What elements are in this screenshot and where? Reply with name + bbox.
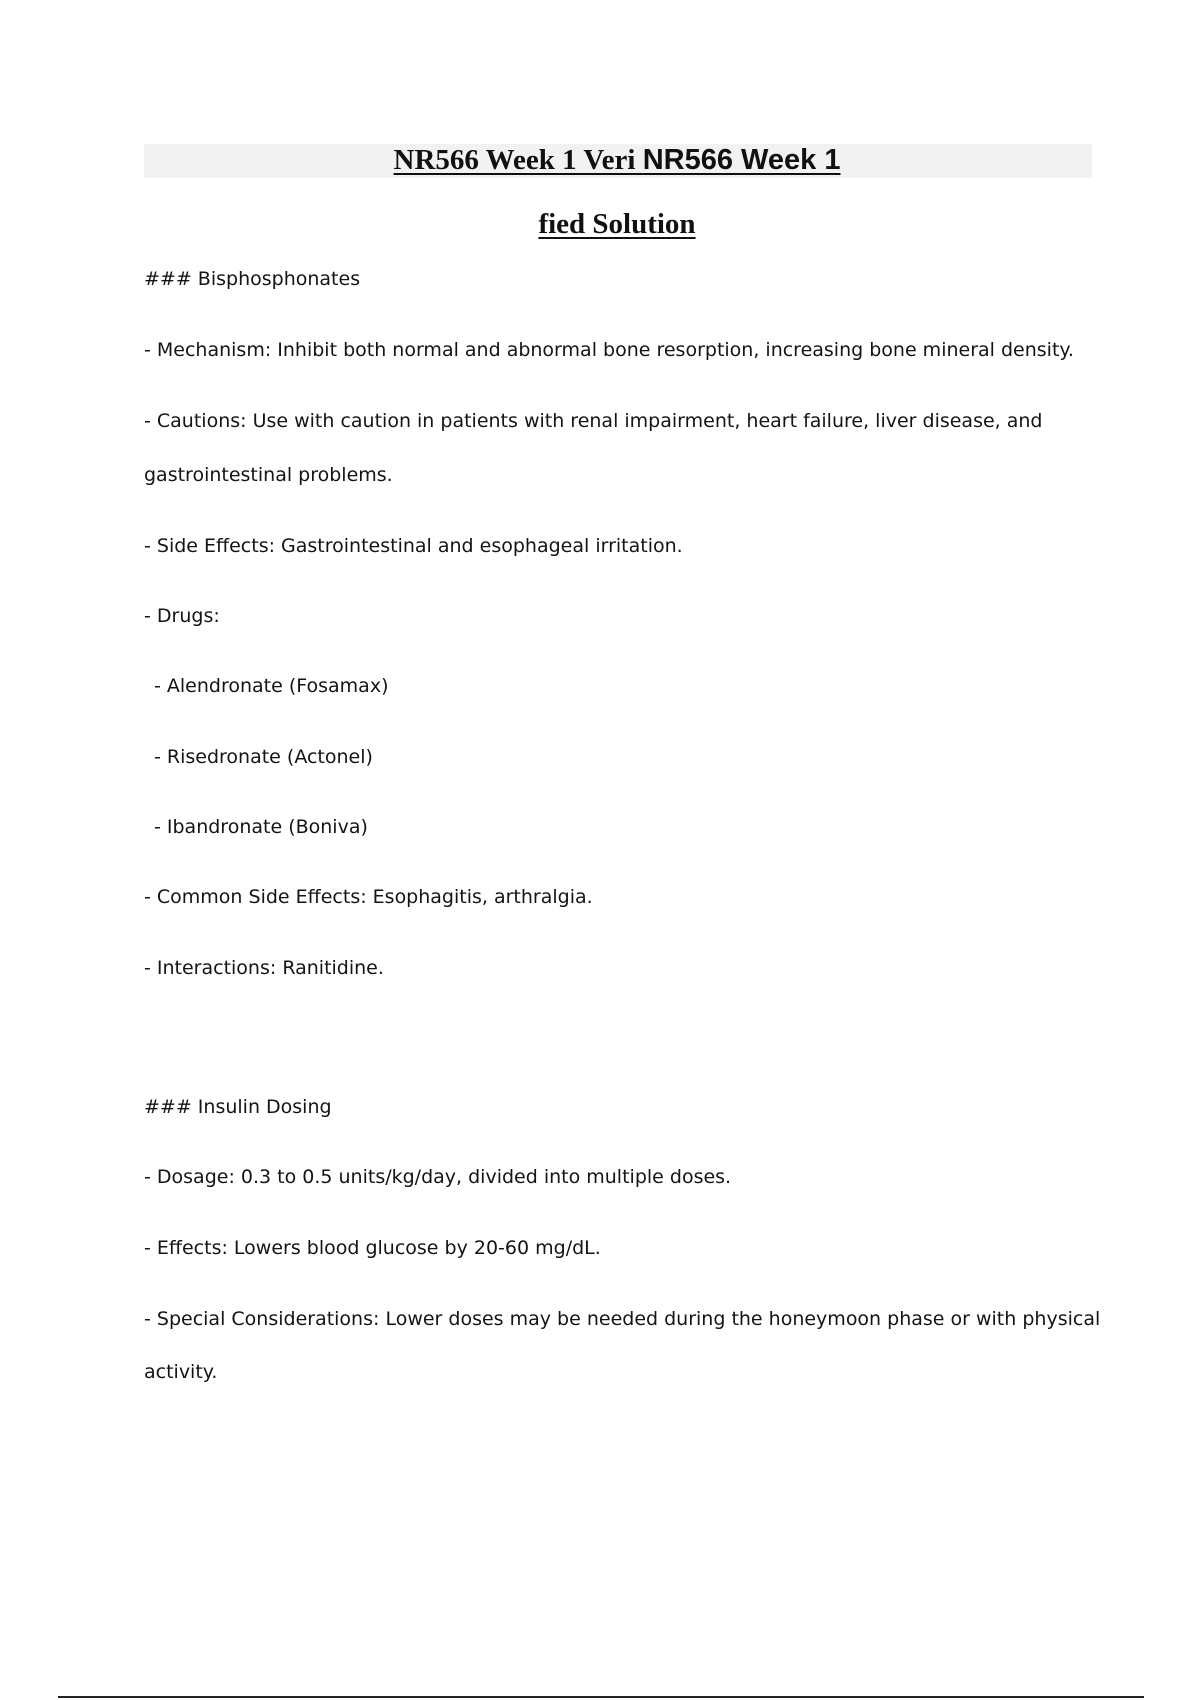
title-part-1: NR566 Week 1 Veri xyxy=(393,144,636,176)
list-item-drug: - Ibandronate (Boniva) xyxy=(154,816,368,838)
text-line-side-effects: - Side Effects: Gastrointestinal and esophageal irritation. xyxy=(144,535,683,557)
footer-divider xyxy=(58,1696,1144,1698)
title-part-2: NR566 Week 1 xyxy=(642,144,841,176)
text-line-dosage: - Dosage: 0.3 to 0.5 units/kg/day, divided into multiple doses. xyxy=(144,1166,732,1188)
text-line-common-side-effects: - Common Side Effects: Esophagitis, arthralgia. xyxy=(144,886,593,908)
document-title xyxy=(0,140,1200,180)
text-line-special-considerations: - Special Considerations: Lower doses may be needed during the honeymoon phase or with physical xyxy=(144,1308,1101,1330)
text-line-drugs: - Drugs: xyxy=(144,605,220,627)
list-item-drug: - Risedronate (Actonel) xyxy=(154,746,373,768)
text-line-special-considerations-cont: activity. xyxy=(144,1361,218,1383)
section-heading-bisphosphonates: ### Bisphosphonates xyxy=(144,268,361,290)
text-line-cautions-cont: gastrointestinal problems. xyxy=(144,464,393,486)
list-item-drug: - Alendronate (Fosamax) xyxy=(154,675,389,697)
text-line-cautions: - Cautions: Use with caution in patients with renal impairment, heart failure, liver disease, and xyxy=(144,410,1043,432)
text-line-interactions: - Interactions: Ranitidine. xyxy=(144,957,384,979)
text-line-effects: - Effects: Lowers blood glucose by 20-60 mg/dL. xyxy=(144,1237,601,1259)
section-heading-insulin-dosing: ### Insulin Dosing xyxy=(144,1096,332,1118)
document-title-line-2: fied Solution xyxy=(538,208,696,240)
text-line-mechanism: - Mechanism: Inhibit both normal and abnormal bone resorption, increasing bone mineral density. xyxy=(144,339,1074,361)
